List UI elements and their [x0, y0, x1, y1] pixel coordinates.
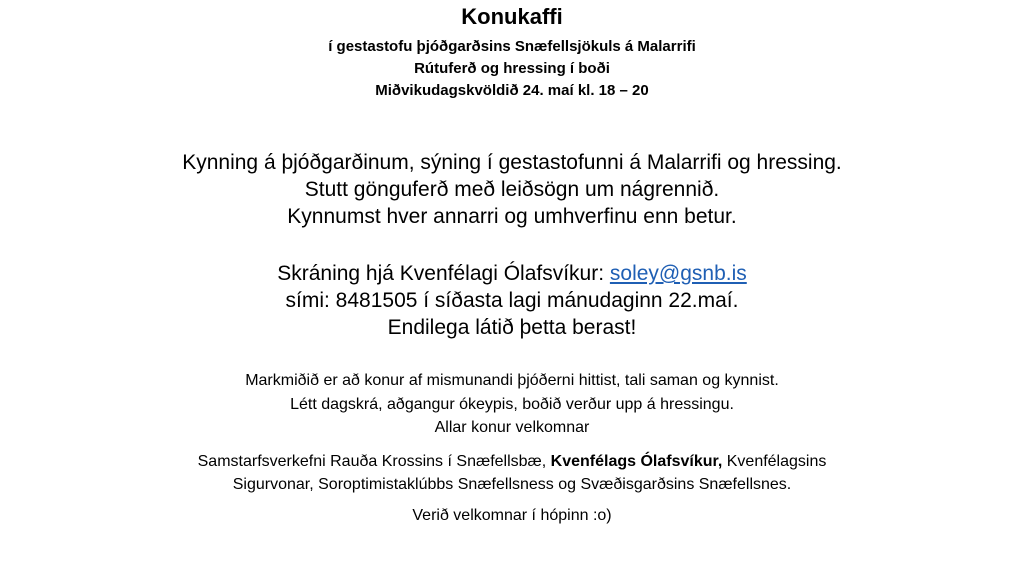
intro-line-presentation: Kynning á þjóðgarðinum, sýning í gestastofunni á Malarrifi og hressing. [182, 151, 842, 174]
partners-prefix: Samstarfsverkefni Rauða Krossins í Snæfellsbæ, [197, 453, 551, 470]
partners-bold-org: Kvenfélags Ólafsvíkur, [550, 453, 723, 470]
partners-line-2: Sigurvonar, Soroptimistaklúbbs Snæfellsness og Svæðisgarðsins Snæfellsnes. [232, 476, 792, 493]
purpose-line-goal: Markmiðið er að konur af mismunandi þjóðerni hittist, tali saman og kynnist. [245, 372, 779, 389]
purpose-line-welcome: Allar konur velkomnar [434, 419, 590, 436]
email-link[interactable]: soley@gsnb.is [609, 262, 747, 285]
subtitle-datetime: Miðvikudagskvöldið 24. maí kl. 18 – 20 [375, 82, 649, 99]
subtitle-location: í gestastofu þjóðgarðsins Snæfellsjökuls á Malarrifi [328, 38, 696, 55]
registration-prefix: Skráning hjá Kvenfélagi Ólafsvíkur: [277, 262, 610, 285]
intro-line-getting-to-know: Kynnumst hver annarri og umhverfinu enn betur. [287, 205, 737, 228]
page-title: Konukaffi [461, 4, 563, 29]
intro-line-walk: Stutt gönguferð með leiðsögn um nágrennið. [304, 178, 720, 201]
closing-line: Verið velkomnar í hópinn :o) [412, 507, 612, 524]
reminder-line: Endilega látið þetta berast! [387, 316, 637, 339]
subtitle-transport: Rútuferð og hressing í boði [414, 60, 610, 77]
partners-line-1 [0, 453, 1024, 471]
purpose-line-program: Létt dagskrá, aðgangur ókeypis, boðið verður upp á hressingu. [290, 396, 734, 413]
partners-suffix: Kvenfélagsins [722, 453, 827, 470]
phone-line: sími: 8481505 í síðasta lagi mánudaginn 22.maí. [285, 289, 739, 312]
registration-line [0, 262, 1024, 286]
